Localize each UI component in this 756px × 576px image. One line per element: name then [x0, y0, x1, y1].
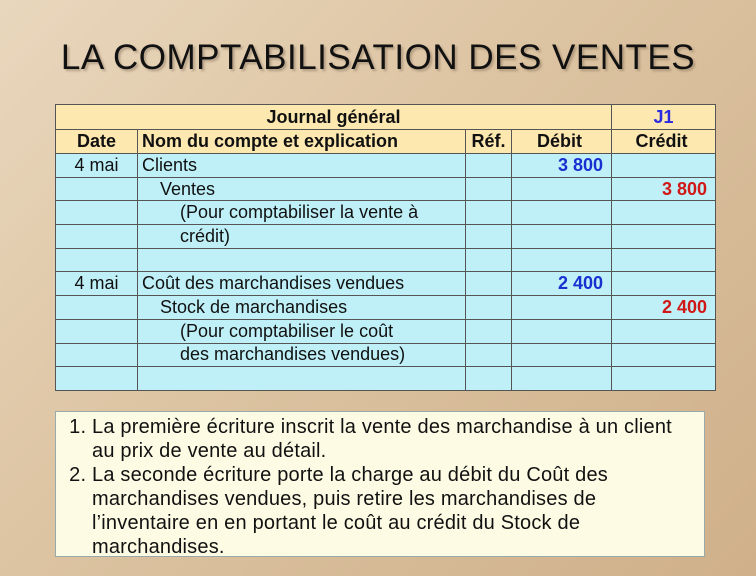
table-row — [56, 296, 716, 320]
table-row — [56, 343, 716, 367]
table-row — [56, 201, 716, 225]
row-debit — [512, 154, 612, 178]
row-ref — [466, 319, 512, 343]
notes-box — [55, 411, 705, 557]
row-debit — [512, 272, 612, 296]
row-account-text: (Pour comptabiliser la vente à — [180, 202, 419, 223]
journal-heading: Journal général — [56, 105, 612, 130]
debit-amount: 3 800 — [557, 154, 603, 175]
row-account-text: (Pour comptabiliser le coût — [180, 320, 394, 341]
row-debit — [512, 343, 612, 367]
journal-table — [55, 104, 716, 391]
row-account-text: crédit) — [180, 225, 231, 246]
row-account-text: Stock de marchandises — [160, 296, 348, 317]
row-ref — [466, 248, 512, 272]
column-header-credit: Crédit — [612, 130, 716, 154]
row-ref — [466, 296, 512, 320]
row-account-text: des marchandises vendues) — [180, 344, 406, 365]
row-debit — [512, 319, 612, 343]
row-account — [138, 177, 466, 201]
row-debit — [512, 201, 612, 225]
journal-heading-row — [56, 105, 716, 130]
row-date — [56, 319, 138, 343]
credit-amount: 3 800 — [661, 178, 707, 199]
row-debit — [512, 296, 612, 320]
row-ref — [466, 343, 512, 367]
table-row — [56, 154, 716, 178]
row-credit — [612, 272, 716, 296]
slide-title: LA COMPTABILISATION DES VENTES — [60, 38, 696, 77]
row-account — [138, 343, 466, 367]
row-debit — [512, 248, 612, 272]
row-account — [138, 201, 466, 225]
note-item: 1. La première écriture inscrit la vente des marchandise à un client au prix de vente au détail. — [92, 415, 698, 463]
table-row — [56, 177, 716, 201]
note-item: 2. La seconde écriture porte la charge au débit du Coût des marchandises vendues, puis retire les marchandises de l’inventaire en en portant le coût au crédit du Stock de marchandises. — [92, 463, 698, 559]
row-ref — [466, 272, 512, 296]
row-date — [56, 367, 138, 391]
row-date — [56, 296, 138, 320]
row-account — [138, 248, 466, 272]
row-ref — [466, 225, 512, 249]
row-ref — [466, 177, 512, 201]
row-credit — [612, 296, 716, 320]
column-header-date: Date — [56, 130, 138, 154]
column-header-row — [56, 130, 716, 154]
table-row — [56, 225, 716, 249]
row-date — [56, 201, 138, 225]
row-debit — [512, 225, 612, 249]
row-account — [138, 154, 466, 178]
row-credit — [612, 154, 716, 178]
row-date — [56, 248, 138, 272]
table-row — [56, 248, 716, 272]
row-date — [56, 154, 138, 178]
row-account — [138, 225, 466, 249]
row-ref — [466, 367, 512, 391]
row-date — [56, 177, 138, 201]
row-date-text: 4 mai — [74, 273, 119, 294]
table-row — [56, 367, 716, 391]
column-header-ref: Réf. — [466, 130, 512, 154]
row-account-text: Coût des marchandises vendues — [142, 273, 405, 294]
column-header-account: Nom du compte et explication — [138, 130, 466, 154]
row-account — [138, 272, 466, 296]
row-date — [56, 343, 138, 367]
row-credit — [612, 319, 716, 343]
credit-amount: 2 400 — [661, 296, 707, 317]
row-credit — [612, 201, 716, 225]
row-account — [138, 319, 466, 343]
table-row — [56, 319, 716, 343]
journal-page-ref: J1 — [612, 105, 716, 130]
row-ref — [466, 201, 512, 225]
column-header-debit: Débit — [512, 130, 612, 154]
row-ref — [466, 154, 512, 178]
row-account — [138, 367, 466, 391]
row-date-text: 4 mai — [74, 154, 119, 175]
debit-amount: 2 400 — [557, 273, 603, 294]
row-credit — [612, 248, 716, 272]
journal-body — [56, 154, 716, 391]
row-account-text: Clients — [142, 154, 198, 175]
row-account — [138, 296, 466, 320]
row-credit — [612, 343, 716, 367]
row-credit — [612, 177, 716, 201]
row-debit — [512, 367, 612, 391]
row-date — [56, 272, 138, 296]
row-account-text: Ventes — [160, 178, 216, 199]
row-credit — [612, 225, 716, 249]
row-date — [56, 225, 138, 249]
row-credit — [612, 367, 716, 391]
row-debit — [512, 177, 612, 201]
table-row — [56, 272, 716, 296]
